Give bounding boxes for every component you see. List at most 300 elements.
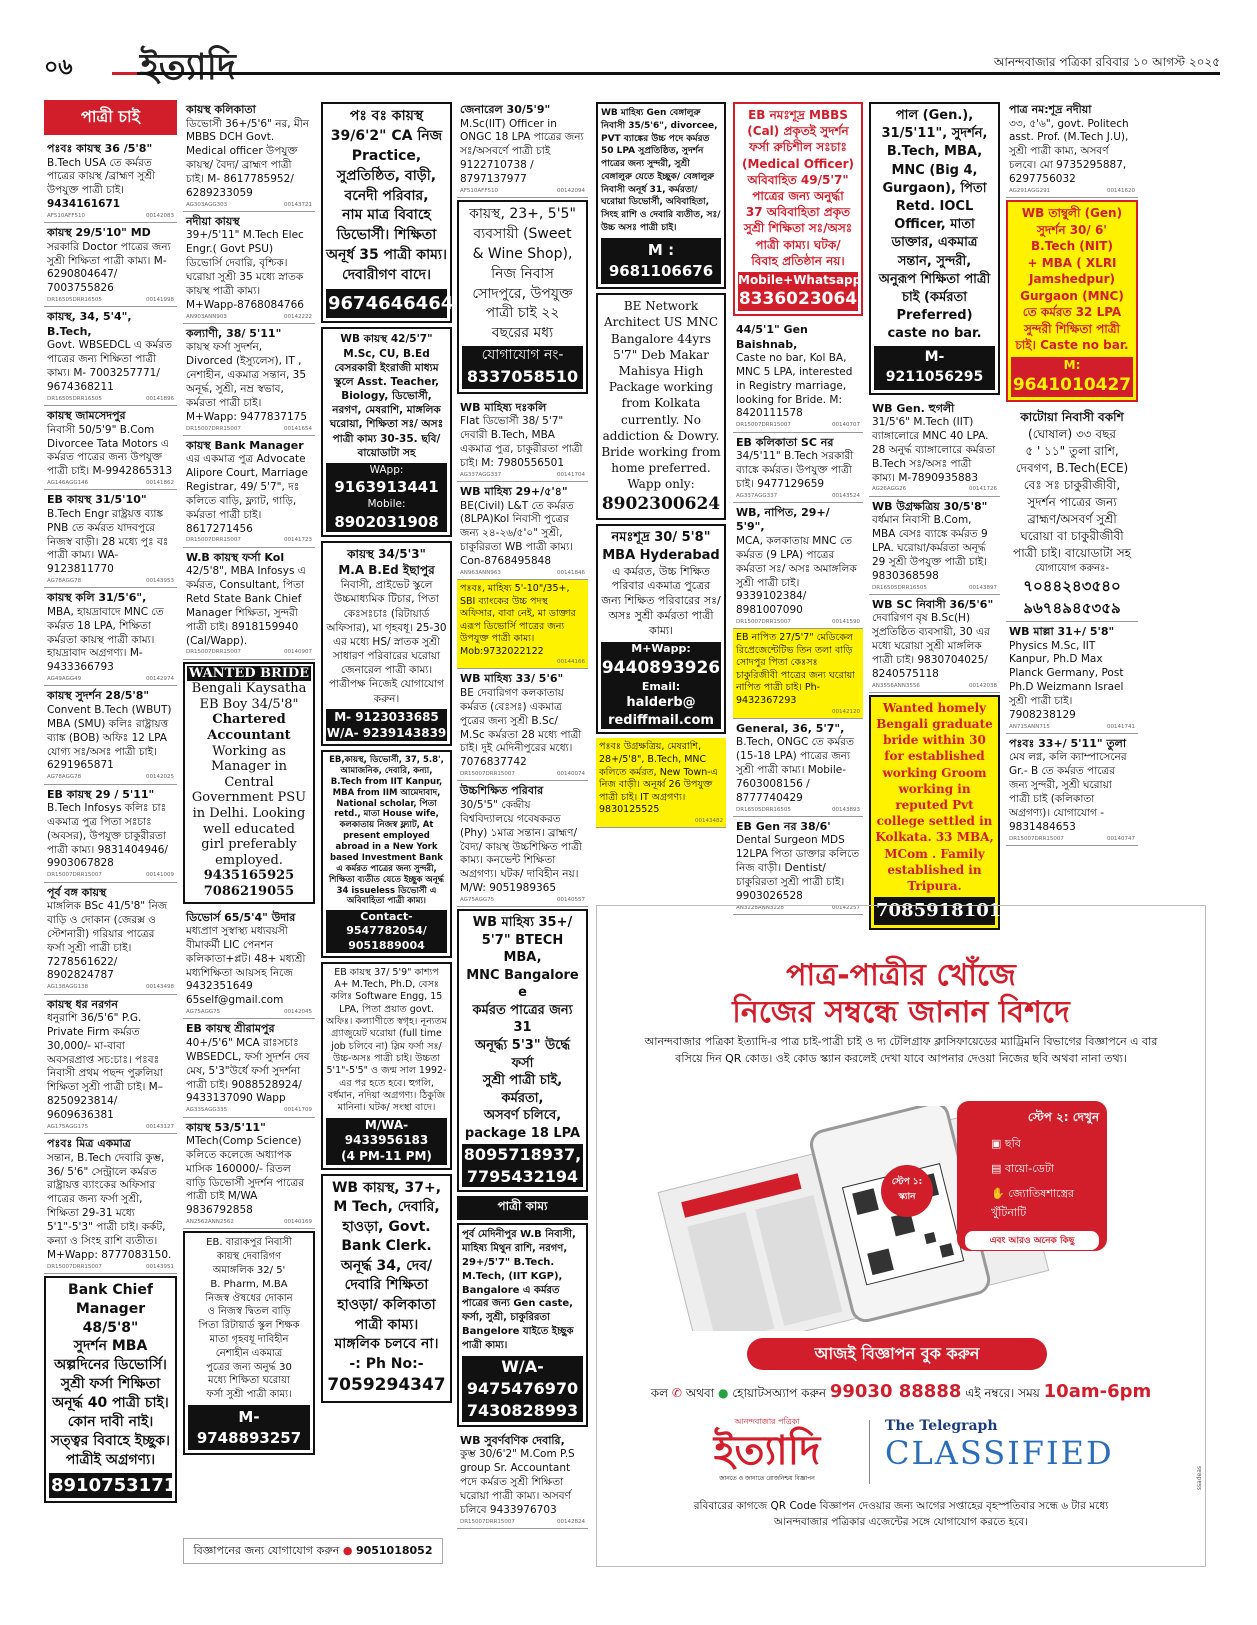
ad-list — [183, 100, 315, 660]
ad-item — [183, 1019, 315, 1117]
ad-line: Wanted homely — [882, 700, 987, 715]
ad-line: অনুরূপ শিক্ষিতা পাত্রী — [878, 271, 991, 287]
ad-heading: ডিভোর্স 65/5'4" উদার — [186, 910, 296, 924]
tripura-ad — [869, 695, 1000, 931]
ad-code: DR15007DRR15007 — [186, 425, 241, 432]
ad-list — [44, 139, 177, 1274]
ad-item — [44, 223, 177, 307]
sweet-shop-ad — [457, 200, 588, 394]
ad-line: Retd. IOCL — [895, 198, 974, 214]
ad-line: MCom . Family — [884, 846, 985, 861]
ad-line: for established — [884, 749, 985, 764]
ad-code: 00141704 — [557, 471, 585, 478]
ad-line: ও নিজস্ব দ্বিতল বাড়ি — [207, 1306, 291, 1318]
ad-code: DR15007DRR15007 — [460, 771, 515, 778]
ad-code: DR15007DRR15007 — [47, 872, 102, 879]
ad-text: BE দেবারিগণ কলকাতায় কর্মরত (বেঃসঃ) একমাত্র পুত্রের জন্য সুশ্রী B.Sc/ M.Sc কর্মরতা 28 মধ্যে পাত্রী চাই। দুই মেদিনীপুরের মধ্যে। 7076837742 — [460, 687, 582, 769]
ad-code: 00141998 — [146, 297, 174, 304]
ad-heading: কায়স্থ কলি 31/5'6", — [47, 591, 147, 605]
ad-item — [44, 785, 177, 883]
ad-line: Tripura. — [907, 878, 962, 893]
ad-heading: 44/5'1" Gen Baishnab, — [736, 323, 808, 351]
ad-line: Chartered — [212, 712, 286, 728]
ad-phone: 8902300624 — [601, 493, 721, 514]
ad-code: AN2562ANN2562 — [186, 1219, 234, 1226]
ad-heading: পাত্র নম:শূদ্র নদীয়া — [1009, 103, 1092, 116]
ad-phone: 8902031908 — [334, 512, 439, 531]
ad-text: M.Sc(IIT) Officer in ONGC 18 LPA পাত্রের জন্য সঃ/অসবর্ণে পাত্রী চাই 9122710738 / 8797137977 — [460, 117, 584, 185]
ad-line: Bank Clerk. — [341, 1238, 432, 1255]
or-label: অথবা — [685, 1386, 715, 1400]
ad-line: তে কর্মরত 32 LPA — [1022, 305, 1122, 320]
ad-text: পঃবঃ, মাহিষ্য 5'-10"/35+, SBI ব্যাংকের উচ্চ পদস্থ অফিসার, বাবা নেই, মা ডাক্তার এরূপ ডিভোর্সি পাত্রের জন্য উপযুক্ত পাত্রী কাম্য। Mob:9732022122 — [460, 583, 576, 657]
ad-text: কুম্ভ 30/6'2" M.Com P.S group Sr. Accountant পদে কর্মরত সুশ্রী শিক্ষিতা ঘরোয়া পাত্রী কাম্য। অসবর্ণ চলিবে 9433976703 — [460, 1448, 575, 1516]
ad-item — [1006, 100, 1138, 198]
qr-promo-advert — [596, 905, 1206, 1567]
astrology-icon: ✋ — [991, 1187, 1005, 1200]
ad-item — [457, 482, 588, 580]
ad-item — [733, 719, 863, 817]
ad-heading: EB কায়স্থ 31/5'10" — [47, 493, 147, 507]
ad-item — [183, 100, 315, 212]
ad-line: সুদর্শন পাত্রের জন্য — [1027, 495, 1117, 510]
steps-card — [957, 1101, 1107, 1251]
ad-item — [457, 398, 588, 482]
ad-line: reputed Pvt — [895, 797, 974, 812]
ad-item — [44, 1134, 177, 1274]
ad-line: M.Sc, CU, B.Ed — [343, 347, 430, 360]
ad-line: WB মাহিষ্য 35+/ — [472, 915, 573, 931]
footnote-line: রবিবারের কাগজে QR Code বিজ্ঞাপন দেওয়ার জন্য আগের সপ্তাহের বৃহস্পতিবার সন্ধে ৬ টার মধ্যে — [693, 1500, 1109, 1512]
ad-heading: General, 36, 5'7", — [736, 721, 845, 735]
ad-code: 00142045 — [284, 1009, 312, 1016]
ad-text: সরকারি Doctor পাত্রের জন্য সুশ্রী শিক্ষিতা পাত্রী কাম্য। M- 6290804647/ 7003755826 — [47, 240, 171, 295]
column-8 — [1006, 100, 1138, 846]
ad-line: Mahisya High — [618, 364, 704, 378]
ad-heading: কায়স্থ Bank Manager — [186, 438, 304, 452]
ad-text: EB,কায়স্থ, ডিভোর্সী, 37, 5.8', আমাজনিক, দেবারি, কন্যা, B.Tech from IIT Kanpur, MBA from IIM আমেদাবাদ, National scholar, পিতা retd., মাতা House wife, কলকাতায় নিজস্ব ফ্ল্যাট, At present employed abroad in a New York based Investment Bank এ কর্মরত পাত্রের জন্য সুন্দরী, শিক্ষিতা ব্যতীত যেতে ইচ্ছুক অনূর্দ্ধ 34 issueless ডিভোর্সী এ অবিবাহিতা পাত্রী কাম্য। — [328, 755, 445, 907]
document-icon: ▤ — [991, 1162, 1002, 1175]
ad-line: সুপ্রতিষ্ঠিত, বাড়ী, — [336, 167, 437, 184]
ad-item — [183, 1118, 315, 1230]
promo-footnote — [617, 1498, 1185, 1531]
ad-line: পাত্রীই অগ্রগণ্য। — [65, 1451, 156, 1468]
ad-label: M: — [1063, 357, 1081, 372]
ad-text: বেসরকারী ইংরাজী মাধ্যম স্কুলে Asst. Teacher, Biology, ডিভোর্সী, নরগণ, মেষরাশি, মাঙ্গলিক ঘরোয়া, শিক্ষিতা সঃ/ অসঃ পাত্রী কাম্য 30-35. ছবি/ বায়োডাটা সহ — [329, 361, 444, 459]
ad-list — [869, 399, 1000, 693]
ad-text: EB নাপিত 27/5'7" মেডিকেল রিপ্রেজেন্টেটিভ তিন তলা বাড়ি সোদপুর পিতা কেঃসঃ চাকুরিজীবী পাত্রের জন্য ঘরোয়া নাপিত পাত্রী চাই। Ph-9432367293 — [736, 632, 855, 707]
ad-heading: EB Gen নর 38/6' — [736, 819, 831, 833]
ad-heading: পঃবঃ 33+/ 5'11" তুলা — [1009, 736, 1127, 750]
column-6 — [733, 100, 863, 915]
ad-phone: 9440893926 — [601, 657, 721, 678]
ad-line: অল্পদিনের ডিভোর্সি। — [54, 1357, 167, 1374]
ad-phone: 7430828993 — [466, 1400, 579, 1420]
ad-item — [733, 817, 863, 915]
ad-code: DR15007DRR15007 — [460, 1518, 515, 1525]
hyderabad-ad — [596, 524, 726, 734]
ad-code: AN903ANN903 — [186, 313, 227, 320]
ad-line: কর্মরত পাত্রের জন্য 31 — [472, 1002, 573, 1036]
ad-code: AG75AGG75 — [460, 896, 495, 903]
ad-line: EB নমঃশূদ্র MBBS — [748, 108, 848, 122]
feature-label: ছবি — [1004, 1137, 1021, 1150]
ad-text: বর্ধমান নিবাসী B.Com, MBA বেসঃ ব্যাঙ্কে কর্মরত 9 LPA. ঘরোয়া/কর্মরতা অনূর্দ্ধ 29 সুশ্রী উপযুক্ত পাত্রী চাই। 9830368598 — [872, 514, 988, 582]
ad-code: 00140557 — [557, 896, 585, 903]
ad-line: বছরের মধ্য — [491, 325, 554, 342]
footer-label: বিজ্ঞাপনের জন্য যোগাযোগ করুন — [193, 1544, 340, 1557]
section-brand: ইত্যাদি — [140, 47, 236, 88]
ad-text: 40+/5'6" MCA রাঃসচাঃ WBSEDCL, ফর্সা সুদর্শন দেব মেষ, 5'3"উর্ধে ফর্সা সুদর্শনা পাত্রী চাই। 9088528924/ 9433137090 Wapp — [186, 1036, 310, 1105]
ad-line: WB তাম্বুলী (Gen) — [1021, 206, 1123, 221]
ad-code: 00143524 — [832, 492, 860, 499]
ad-line: working Groom — [882, 765, 987, 780]
ad-line: পাল (Gen.), — [895, 108, 974, 123]
ad-line: addiction & Dowry. — [602, 428, 720, 443]
ad-code: AG303AGG303 — [186, 201, 228, 208]
bank-chief-ad — [44, 1276, 177, 1503]
ad-code: DR15007DRR15007 — [736, 422, 791, 429]
ad-title: WANTED BRIDE — [188, 665, 310, 681]
ad-line: ৫ ' ১১" তুলা রাশি, — [1025, 444, 1119, 459]
ad-code: 00142824 — [557, 1518, 585, 1525]
ad-line: বিবাহ প্রতিষ্ঠান নয়। — [751, 253, 845, 268]
ad-item — [44, 307, 177, 406]
ad-text: MTech(Comp Science) কলিতে কলেজে অধ্যাপক মাসিক 160000/- রিতল বাড়ি ডিভোর্সী সুদর্শন পাত্রের পাত্রী চাই M/WA 9836792858 — [186, 1135, 304, 1217]
ad-code: DR15007DRR15007 — [186, 537, 241, 544]
ad-code: AG175AGG175 — [47, 1123, 89, 1130]
ad-line: BE Network — [623, 299, 699, 314]
ad-code: 00140707 — [832, 422, 860, 429]
ad-item — [183, 436, 315, 548]
ad-line: অনূর্দ্ধ্য 5'3" উর্দ্ধে ফর্সা — [474, 1038, 571, 1071]
feature-label: বায়ো-ডেটা — [1004, 1162, 1055, 1175]
iit-ad — [321, 750, 452, 957]
ad-line: MNC Bangalore e — [466, 967, 579, 1001]
ad-phone: 7086219055 — [203, 883, 295, 899]
ad-code: 00141896 — [146, 395, 174, 402]
ittadi-logo — [677, 1416, 857, 1484]
ad-code: 00140074 — [557, 771, 585, 778]
ad-label: Wapp only: — [627, 477, 695, 492]
ad-heading: কায়স্থ সুদর্শন 28/5'8" — [47, 689, 150, 703]
page-number: ০৬ — [44, 55, 73, 80]
ad-phone: 7059294347 — [327, 1375, 446, 1396]
ad-code: 00141846 — [557, 569, 585, 576]
ad-item — [44, 686, 177, 784]
ad-code: 00143897 — [969, 584, 997, 591]
ad-list — [1006, 622, 1138, 846]
logo-wordmark: ইত্যাদি — [713, 1428, 821, 1474]
agency-credit: ssadeas — [1196, 1466, 1203, 1491]
ad-code: 00143127 — [146, 1123, 174, 1130]
ad-heading: নমঃশূদ্র 30/ 5'8" — [611, 530, 711, 546]
ad-text: Physics M.Sc, IIT Kanpur, Ph.D Max Planck Germany, Post Ph.D Weizmann Israel সুশ্রী পাত্রী চাই। 7908238129 — [1009, 639, 1124, 721]
ad-line: Preferred) — [896, 308, 973, 324]
ad-heading: WB মাহিষ্য দঃকলি — [460, 400, 547, 414]
ad-line: Manager in — [210, 759, 288, 775]
ad-line: পাত্রী চাই। বায়োডাটা সহ — [1013, 546, 1131, 561]
ad-code: 00141709 — [284, 1107, 312, 1114]
ad-label: WApp: — [369, 463, 404, 476]
ad-phone: 9475476970 — [466, 1378, 579, 1398]
ad-phone: 9434161671 — [47, 198, 121, 211]
ad-code: 00143721 — [284, 201, 312, 208]
ad-email: halderb@ — [626, 695, 696, 711]
ad-label: W/A- — [501, 1356, 544, 1376]
ad-text: মেষ লগ্ন, কলি ক্যাম্পাসেনের Gr.- B তে কর্মরত পাত্রের জন্য সুন্দরী, সুশ্রী ঘরোয়া পাত্রী চাই (কলিকাতা অগ্রগণ্য)। যোগাযোগ - 9831484653 — [1009, 751, 1127, 833]
ad-item — [44, 883, 177, 995]
ad-item — [183, 212, 315, 324]
ad-line: সুন্দরী শিক্ষিতা পাত্রী — [1024, 321, 1120, 336]
ad-code: 00141862 — [146, 480, 174, 487]
ad-text: B.Tech USA তে কর্মরত পাত্রের কায়স্থ /ব্রাহ্মণ সুশ্রী উপযুক্ত পাত্রী চাই। — [47, 156, 156, 197]
ad-code: AG78AGG78 — [47, 774, 82, 781]
ad-line: MNC (Big 4, — [891, 162, 978, 178]
ad-heading: EB কায়স্থ শ্রীরামপুর — [186, 1022, 275, 1036]
medinipur-ad — [457, 1223, 588, 1426]
ad-line: চাই (কর্মরতা — [901, 289, 967, 305]
ad-phone: M : 9681106676 — [601, 238, 721, 285]
footer-phone: 9051018052 — [355, 1544, 433, 1557]
ad-heading: WB মাহিষ্য 29+/৫'৪" — [460, 484, 568, 498]
ad-phone: 7795432194 — [466, 1166, 579, 1186]
bangalore-ad — [596, 102, 726, 289]
ad-phone: 9547782054/ — [346, 924, 427, 938]
bullet-icon: ● — [342, 1544, 353, 1557]
howrah-ad — [321, 1174, 452, 1404]
ad-label: M+Wapp: — [631, 641, 691, 655]
ad-line: পিতা রিটায়ার্ড স্কুল শিক্ষক — [198, 1320, 300, 1332]
ad-code: 00141723 — [284, 537, 312, 544]
ad-line: girl preferably — [201, 837, 297, 853]
ad-text: B.Tech, ONGC তে কর্মরত (15-18 LPA) পাত্রের জন্য সুশ্রী পাত্রী কাম্য। Mobile- 7603008156 / 8777740429 — [736, 736, 854, 804]
ad-line: পুত্রের জন্য অনুর্দ্ধ 30 — [206, 1361, 292, 1373]
ad-line: + MBA ( XLRI — [1027, 255, 1117, 270]
ad-text: MCA, কলকাতায় MNC তে কর্মরত (9 LPA) পাত্রের কর্মরতা সঃ/ অসঃ অমাঙ্গলিক সুশ্রী পাত্রী চাই। 9339102384/ 8981007090 — [736, 534, 857, 617]
ad-phone: 8336023064 — [738, 289, 858, 310]
highlight-ad — [596, 738, 726, 827]
ad-phone: 9163913441 — [334, 478, 439, 497]
ad-line: well educated — [203, 821, 295, 837]
ad-list — [457, 669, 588, 907]
barrackpore-ad — [183, 1231, 315, 1455]
ad-code: 00142974 — [146, 676, 174, 683]
promo-contact — [597, 1381, 1205, 1405]
column-1 — [44, 100, 177, 1507]
logo-wordmark: CLASSIFIED — [885, 1434, 1114, 1472]
kalyani-ad — [321, 962, 452, 1170]
ad-code: AG146AGG146 — [47, 480, 89, 487]
ad-line: অনূর্দ্ধ 40 পাত্রী চাই। — [52, 1395, 169, 1412]
ad-text: এ কর্মরত, উচ্চ শিক্ষিত পরিবার একমাত্র পুত্রের জন্য শিক্ষিত পরিবারের সঃ/ অসঃ সুশ্রী কর্মরতা পাত্রী কাম্য। — [601, 564, 721, 637]
ad-text: WB মাহিষ্য Gen বেঙ্গালুরু নিবাসী 35/5'6", divorcee, PVT ব্যাঙ্কের উচ্চ পদে কর্মরত 50 LPA সুপ্রতিষ্ঠিত, সুদর্শন পাত্রের জন্য সুন্দরী, সুশ্রী বেঙ্গালুরু যেতে ইচ্ছুক/ বেঙ্গালুরু নিবাসী অনূর্ধ 31, কর্মরতা/ঘরোয়া ডিভোর্সী, অবিবাহিতা, সিংহ রাশি ও দেবারি ব্যতীত, সঃ/উচ্চ অসঃ পাত্রী চাই। — [601, 108, 721, 233]
ad-line: Gurgaon), পিতা — [882, 180, 987, 196]
ad-line: EB Boy 34/5'8" — [199, 696, 299, 712]
highlight-ad — [733, 629, 863, 718]
ad-line: ফর্সা রুচিশীল সঃচাঃ — [749, 140, 847, 155]
ad-code: 00141726 — [969, 486, 997, 493]
ad-line: currently. No — [621, 412, 701, 427]
ad-text: 42/5'8", MBA Infosys এ কর্মরত, Consultant, পিতা Retd State Bank Chief Manager শিক্ষিতা, সুন্দরী পাত্রী চাই। 8918159940 (Cal/Wapp). — [186, 565, 306, 647]
ad-phone: M-9748893257 — [188, 1405, 310, 1450]
ad-item — [44, 139, 177, 223]
ad-list — [733, 320, 863, 629]
footnote-line: আনন্দবাজার পত্রিকার এজেন্টের সঙ্গে যোগাযোগ করতে হবে। — [773, 1516, 1029, 1529]
ad-text: Dental Surgeon MDS 12LPA পিতা ডাক্তার কলিতে নিজ বাড়ী। Dentist/ চাকুরিরতা সুশ্রী পাত্রী চাই। 9903026528 — [736, 834, 860, 902]
ad-line: অসবর্ণ চলিবে, — [483, 1108, 562, 1124]
ad-code: DR16505DRR16505 — [47, 297, 102, 304]
ad-line: Bride working from — [601, 444, 721, 459]
ad-code: AF510AFF510 — [460, 187, 499, 194]
book-ad-button[interactable]: আজই বিজ্ঞাপন বুক করুন — [747, 1338, 1047, 1370]
ad-phone: 8095718937, — [463, 1145, 582, 1165]
telegraph-classified-logo — [885, 1418, 1114, 1472]
ad-text: EB কায়স্থ 37/ 5'9" কাশ্যপ A+ M.Tech, Ph.D, বেসঃ কলিঃ Software Engg, 15 LPA, পিতা প্রয়াত govt. অফিঃ। কল্যাণীতে স্বগৃহ। নূন্যতম গ্র্যাজুয়েট ঘরোয়া (full time job চলিবে না) স্লিম ফর্সা সঃ/ উচ্চ-অসঃ পাত্রী চাই। উচ্চতা 5'1"-5'5" ও জন্ম সাল 1992-এর পর হতে হবে। হুগলি, বর্ধমান, নদিয়া অগ্রগণ্য। ঠিকুজি মানিনা। ঘটক/ সংস্থা বাদে। — [326, 966, 447, 1114]
ad-line: সুদর্শন MBA — [73, 1338, 148, 1355]
ad-phone: 8337058510 — [466, 367, 579, 387]
ad-line: সুশ্রী পাত্রী চাই, কর্মরতা, — [482, 1073, 563, 1106]
ad-line: working in — [898, 781, 971, 796]
ad-code: 00140169 — [284, 1219, 312, 1226]
ad-phone: M/WA-9433956183 — [344, 1117, 429, 1148]
ad-code: AG78AGG78 — [47, 578, 82, 585]
feature-label: এবং আরও অনেক কিছু — [965, 1231, 1099, 1250]
photo-icon: ▣ — [991, 1137, 1002, 1150]
promo-body: আনন্দবাজার পত্রিকা ইত্যাদি-র পাত্র চাই-পাত্রী চাই ও দ্য টেলিগ্রাফ ক্লাসিফায়েডের ম্যাট্রিমনি বিভাগের বিজ্ঞাপনে এ বার বসিয়ে দিন QR কোড। ওই কোড স্ক্যান করলেই দেখা যাবে আপনার দেওয়া নিজের ছবি অথবা নানা তথ্য। — [644, 1035, 1158, 1065]
ad-item — [457, 100, 588, 198]
ad-line: Gurgaon (MNC) — [1020, 288, 1124, 303]
ad-list — [457, 398, 588, 580]
ad-text: নিবাসী, প্রাইভেট স্কুলে উচ্চমাধ্যমিক টিচার, পিতা কেঃসঃচাঃ (রিটায়ার্ড অফিসার), মা গৃহবধূ। 25-30 এর মধ্যে HS/ স্নাতক সুশ্রী সাধারণ পরিবারের ঘরোয়া জেনারেল পাত্রী কাম্য। পাত্রীপক্ষ নিজেই যোগাযোগ করুন। — [326, 579, 447, 705]
ad-line: 31/5'11", সুদর্শন, — [881, 126, 988, 142]
ad-text: B.Tech Infosys কলিঃ চাঃ একমাত্র পুত্র পিতা সঃচাঃ (অবসর), উপযুক্ত চাকুরীরতা পাত্রী কাম্য। 9831404946/ 9903067828 — [47, 802, 168, 870]
highlight-ad — [457, 580, 588, 669]
ad-item — [183, 324, 315, 436]
ad-code: 00141590 — [832, 619, 860, 626]
ad-code: 00142038 — [969, 682, 997, 689]
ad-line: Bengali graduate — [876, 717, 993, 731]
ad-code: 00141741 — [1107, 723, 1135, 730]
ad-heading: WB উগ্রক্ষত্রিয় 30/5'8" — [872, 499, 988, 513]
ad-line: 37 অবিবাহিতা প্রকৃত — [745, 205, 851, 220]
ad-line: দেবগণ, B.Tech(ECE) — [1015, 461, 1129, 476]
ad-phone: M- 9211056295 — [874, 346, 995, 389]
ad-line: দেবারি শিক্ষিতা — [344, 1277, 429, 1294]
ad-code: 00143498 — [146, 984, 174, 991]
ad-code: 00142257 — [832, 904, 860, 911]
ad-heading: কায়স্থ ধর নরগন — [47, 997, 118, 1011]
ad-line: দেবারীগণ বাদে। — [342, 267, 431, 283]
ad-item — [1006, 622, 1138, 734]
ad-text: কায়স্থ ফর্সা সুদর্শন, Divorced (ইস্যুলেস), IT , নেশাহীন, একমাত্র সন্তান, 35 অনূর্দ্ধ, সুশ্রী, নম্র স্বভাব, কর্মরতা পাত্রী চাই। M+Wapp: 9477837175 — [186, 341, 308, 423]
ad-code: 00142120 — [832, 708, 860, 715]
ca-ad — [321, 102, 452, 323]
page-header — [40, 40, 1220, 98]
ad-code: AG337AGG337 — [736, 492, 778, 499]
ad-text: সন্তান, B.Tech দেবারি কুম্ভ, 36/ 5'6" সেন্ট্রালে কর্মরত রাষ্ট্রায়ত্ত ব্যাংকের অফিসার পাত্রের জন্য ফর্সা সুশ্রী, শিক্ষিতা 29-31 মধ্যে 5'1"-5'3" পাত্রী চাই। কর্কট, কন্যা ও সিংহ রাশি ব্যতীত। M+Wapp: 8777083150. — [47, 1151, 172, 1261]
ad-code: 00144166 — [557, 659, 585, 666]
ad-label: Email: — [641, 679, 681, 693]
ad-code: AG49AGG49 — [47, 676, 82, 683]
ad-text: ধনুরাশি 36/5'6" P.G. Private Firm কর্মরত 30,000/- মা-বাবা অবসরপ্রাপ্ত সচ:চাঃ। পঃবঃ নিবাসী প্রথম পছন্দ পুরুলিয়া শিক্ষিতা সুশ্রী পাত্রী চাই। M–8250923814/ 9609636381 — [47, 1012, 163, 1122]
ad-item — [44, 588, 177, 686]
ad-heading: পূর্ব বঙ্গ কায়স্থ — [47, 885, 107, 899]
ad-code: 00140907 — [284, 649, 312, 656]
katwa-ad — [1006, 406, 1138, 622]
ad-line: Officer, মাতা — [894, 217, 975, 233]
ad-line: পাত্রী কাম্য। ঘটক/ — [755, 237, 841, 252]
advert-contact-footer — [183, 1538, 443, 1564]
ad-item — [457, 781, 588, 907]
ad-code: 00142083 — [146, 212, 174, 219]
ad-line: Bengali Kaysatha — [191, 681, 307, 697]
ad-code: DR15007DRR15007 — [1009, 835, 1064, 842]
ad-line: ডাক্তার, একমাত্র — [891, 235, 978, 251]
ad-phone: 9674646464 — [326, 289, 447, 319]
ad-line: কোন দাবী নাই। — [67, 1414, 154, 1431]
ad-line: সত্ত্বর বিবাহে ইচ্ছুক। — [50, 1432, 171, 1449]
ad-phone: W/A- 9239143839 — [326, 725, 447, 740]
ad-item — [44, 490, 177, 588]
ad-code: DR15007DRR15007 — [47, 1263, 102, 1270]
ad-line: college settled in — [876, 814, 993, 829]
ad-list — [183, 908, 315, 1230]
ad-text: B.Tech Engr রাষ্ট্রয়ত্ত ব্যাঙ্ক PNB তে কর্মরত যাদবপুরে নিজস্ব বাড়ী। 28 মধ্যে পুঃ বঃ পাত্রী কাম্য। WA- 9123811770 — [47, 507, 169, 576]
column-5 — [596, 100, 726, 828]
ad-line: caste no bar. — [887, 326, 982, 342]
ad-item — [44, 406, 177, 490]
ad-line: Jamshedpur) — [1028, 272, 1115, 287]
promo-phone-number[interactable]: 99030 88888 — [829, 1381, 962, 1402]
ad-line: পাত্রের জন্য অনুর্দ্ধা — [752, 188, 844, 203]
promo-title: পাত্র-পাত্রীর খোঁজে — [786, 958, 1016, 993]
ad-line: ব্যবসায়ী (Sweet — [473, 225, 572, 242]
ad-heading: EB কায়স্থ 29 / 5'11" — [47, 787, 155, 801]
ad-line: Package working — [608, 380, 714, 395]
ad-code: AG337AGG337 — [460, 471, 502, 478]
ad-text: 31/5'6" M.Tech (IIT) ব্যাঙ্গালোরে MNC 40 LPA. 28 অনুর্দ্ধ ব্যাঙ্গালোরে কর্মরতা B.Tech সঃ/অসঃ পাত্রী কাম্য। M-7890935883 — [872, 416, 996, 484]
ad-heading: কায়স্থ 53/5'11" — [186, 1120, 266, 1134]
ad-phone: 9435165925 — [203, 868, 295, 884]
ad-code: AG26AGG26 — [872, 486, 907, 493]
ad-line: মাঙ্গলিক চলবে না। — [334, 1336, 439, 1353]
ad-heading: কল্যাণী, 38/ 5'11" — [186, 326, 282, 340]
ad-line: Central — [224, 774, 274, 790]
ad-line: কায়স্থ, 23+, 5'5" — [469, 206, 576, 223]
column-7 — [869, 100, 1000, 934]
ad-code: AN3556ANN3556 — [872, 682, 920, 689]
ad-text: নিবাসী 50/5'9" B.Com Divorcee Tata Motors এ কর্মরত পাত্রের জন্য উপযুক্ত পাত্রী চাই। M-9942865313 — [47, 423, 173, 478]
ad-line: Architect US MNC — [603, 315, 719, 330]
category-heading: পাত্রী চাই — [44, 100, 177, 135]
ad-text: 30/5'5" কেন্দ্রীয় বিশ্ববিদ্যালয়ে গবেষকরত (Phy) ১মাত্র সন্তান। ব্রাহ্মণ/ বৈদ্য/ কায়স্থ উচ্চশিক্ষিত পাত্রী কাম্য। কনভেন্ট শিক্ষিতা অগ্রগণ্য। ঘটক/ দাবিহীন নয়। M/W: 9051989365 — [460, 798, 582, 895]
ad-text: মাঙ্গলিক BSc 41/5'8" নিজ বাড়ি ও দোকান (জেরক্স ও স্টেশনারী) গরিয়ার পাত্রের ফর্সা সুশ্রী পাত্রী চাই। 7278561622/ 8902824787 — [47, 900, 168, 982]
ad-line: ফর্সা সুশ্রী পাত্রী কাম্য। — [206, 1389, 292, 1401]
ad-line: অনূর্ধ 35 পাত্রী কাম্য। — [326, 247, 447, 264]
ad-line: in Delhi. Looking — [192, 805, 306, 821]
ad-line: কায়স্থ দেবারিগণ — [216, 1251, 282, 1263]
ad-line: পঃ বঃ কায়স্থ — [349, 108, 424, 124]
btech-mba-ad — [457, 909, 588, 1192]
time-label: এই নম্বরে। সময় — [965, 1386, 1040, 1400]
logo-divider — [869, 1420, 870, 1484]
ad-line: & Wine Shop), — [472, 245, 573, 262]
teacher-ad — [321, 327, 452, 536]
ad-heading: পঃবঃ কায়স্থ 36 /5'8" — [47, 142, 153, 155]
ad-line: সুশ্রী শিক্ষিতা সঃ/অসঃ — [743, 221, 853, 236]
column-3 — [321, 100, 452, 1407]
